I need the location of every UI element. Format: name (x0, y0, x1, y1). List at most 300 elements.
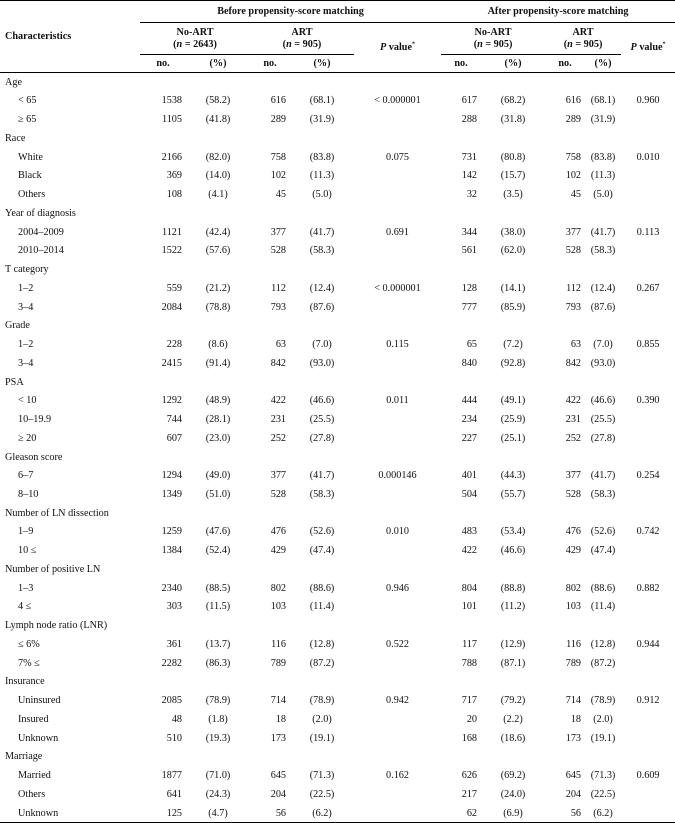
no-art-after-pct: (14.1) (500, 282, 526, 294)
no-art-before-count: 1522 (161, 245, 182, 257)
empty-cell (290, 672, 354, 691)
art-after-pct: (5.0) (593, 189, 613, 201)
art-before-count: 103 (270, 601, 286, 613)
empty-cell (621, 317, 675, 336)
empty-cell (140, 373, 186, 392)
no-art-before-count: 2085 (161, 694, 182, 706)
row-label: 2004–2009 (18, 226, 64, 238)
header-no-art-before (140, 23, 250, 55)
pvalue-before: 0.000146 (378, 470, 417, 482)
category-row (0, 672, 675, 691)
no-art-before-pct: (47.6) (205, 526, 231, 538)
empty-cell (481, 747, 545, 766)
no-art-before-count: 559 (166, 282, 182, 294)
no-art-before-count: 1877 (161, 769, 182, 781)
no-art-after-pct: (46.6) (500, 545, 526, 557)
pvalue-before (354, 485, 441, 504)
no-art-after-count: 288 (461, 114, 478, 126)
pvalue-after (621, 298, 675, 317)
art-before-pct: (46.6) (309, 395, 335, 407)
table-row (0, 597, 675, 616)
pvalue-after: 0.010 (636, 151, 660, 163)
category-row (0, 616, 675, 635)
no-art-before-count: 125 (140, 804, 186, 823)
no-art-after-count: 62 (441, 804, 481, 823)
pvalue-before: 0.946 (386, 582, 409, 594)
header-no: no. (250, 55, 290, 73)
pvalue-after: 0.742 (636, 526, 660, 538)
table-header (0, 1, 675, 73)
no-art-before-pct: (57.6) (205, 245, 231, 257)
art-before-pct: (22.5) (309, 788, 335, 800)
art-after-pct: (52.6) (590, 526, 616, 538)
pvalue-before (354, 167, 441, 186)
art-after-count: 173 (565, 732, 582, 744)
table-row (0, 710, 675, 729)
empty-cell (186, 260, 250, 279)
empty-cell (545, 616, 585, 635)
no-art-before-count: 510 (166, 732, 182, 744)
header-art-after-n: (n = 905) (563, 38, 603, 50)
row-label: Unknown (0, 804, 140, 823)
pvalue-before: 0.075 (386, 151, 409, 163)
art-after-count: 377 (565, 226, 582, 238)
empty-cell (290, 616, 354, 635)
no-art-after-count: 217 (461, 788, 478, 800)
no-art-after-count: 731 (461, 151, 478, 163)
empty-cell (585, 672, 621, 691)
art-after-count: 377 (565, 470, 582, 482)
art-before-pct: (5.0) (312, 189, 332, 201)
no-art-before-count: 1384 (161, 545, 182, 557)
art-before-count: 112 (271, 282, 286, 294)
no-art-after-count: 20 (466, 713, 478, 725)
no-art-after-count: 504 (461, 489, 478, 500)
no-art-after-pct: (25.9) (500, 414, 526, 426)
pvalue-before (354, 185, 441, 204)
no-art-before-pct: (51.0) (205, 489, 231, 500)
art-before-pct: (93.0) (309, 357, 335, 369)
row-label: 1–2 (18, 339, 34, 351)
empty-cell (441, 204, 481, 223)
art-before-count: 18 (275, 713, 286, 725)
no-art-after-count: 617 (461, 95, 478, 107)
empty-cell (250, 204, 290, 223)
header-pct: (%) (585, 55, 621, 73)
art-after-pct: (41.7) (590, 470, 616, 482)
no-art-after-pct: (15.7) (500, 170, 526, 182)
art-before-count: 204 (270, 788, 286, 800)
art-after-pct: (25.5) (590, 414, 616, 426)
no-art-before-pct: (13.7) (205, 638, 231, 650)
row-label: Unknown (18, 732, 59, 744)
art-before-count: 45 (275, 189, 286, 201)
category-label: T category (5, 264, 49, 276)
pvalue-before (354, 410, 441, 429)
empty-cell (585, 73, 621, 92)
art-after-count: 714 (565, 694, 582, 706)
no-art-after-pct: (3.5) (503, 189, 523, 201)
empty-cell (354, 504, 441, 523)
no-art-before-count: 228 (166, 339, 182, 351)
no-art-after-count: 483 (461, 526, 478, 538)
category-label: Lymph node ratio (LNR) (5, 620, 108, 632)
empty-cell (140, 504, 186, 523)
table-row (0, 223, 675, 242)
empty-cell (621, 448, 675, 467)
pvalue-after (621, 597, 675, 616)
no-art-before-count: 607 (166, 432, 182, 444)
art-before-pct: (2.0) (312, 713, 332, 725)
pvalue-after: 0.960 (636, 95, 660, 107)
header-art-after-label: ART (572, 26, 594, 38)
empty-cell (354, 448, 441, 467)
art-after-pct: (88.6) (590, 582, 616, 594)
art-after-count: 842 (565, 357, 582, 369)
category-label: Number of LN dissection (5, 507, 109, 519)
empty-cell (354, 616, 441, 635)
row-label: Uninsured (18, 694, 61, 706)
empty-cell (621, 747, 675, 766)
art-before-count: 102 (270, 170, 286, 182)
pvalue-before (354, 785, 441, 804)
pvalue-before (354, 298, 441, 317)
no-art-before-pct: (14.0) (205, 170, 231, 182)
category-row (0, 560, 675, 579)
header-no: no. (441, 55, 481, 73)
empty-cell (250, 448, 290, 467)
no-art-after-pct: (18.6) (500, 732, 526, 744)
art-after-pct: (27.8) (590, 432, 616, 444)
no-art-before-count: 2340 (161, 582, 182, 594)
row-label: 10–19.9 (18, 414, 52, 426)
empty-cell (481, 73, 545, 92)
empty-cell (354, 560, 441, 579)
empty-cell (140, 260, 186, 279)
pvalue-after: 0.855 (636, 339, 660, 351)
empty-cell (290, 448, 354, 467)
header-no-art-before-label: No-ART (176, 26, 214, 38)
empty-cell (140, 129, 186, 148)
art-before-count: 377 (270, 470, 286, 482)
pvalue-after (621, 710, 675, 729)
pvalue-before: 0.162 (386, 769, 409, 781)
header-no-art-before-n: (n = 2643) (173, 38, 217, 50)
header-art-after (545, 23, 621, 55)
art-before-count: 714 (270, 694, 286, 706)
table-row (0, 110, 675, 129)
empty-cell (250, 672, 290, 691)
category-label: PSA (5, 376, 24, 388)
empty-cell (250, 260, 290, 279)
art-before-count: 429 (270, 545, 286, 557)
no-art-before-count: 2282 (161, 657, 182, 669)
category-label: Race (5, 132, 26, 144)
art-after-pct: (71.3) (590, 769, 616, 781)
art-after-pct: (12.8) (590, 638, 616, 650)
art-after-count: 758 (565, 151, 582, 163)
art-after-pct: (11.3) (590, 170, 616, 182)
no-art-after-pct: (7.2) (503, 339, 523, 351)
table-row (0, 242, 675, 261)
pvalue-before (354, 429, 441, 448)
art-before-pct: (12.4) (309, 282, 335, 294)
row-label: 3–4 (18, 357, 34, 369)
art-after-pct: (68.1) (590, 95, 616, 107)
no-art-before-pct: (11.5) (205, 601, 231, 613)
art-after-count: 476 (565, 526, 582, 538)
empty-cell (481, 560, 545, 579)
no-art-after-count: 777 (461, 301, 478, 313)
empty-cell (585, 448, 621, 467)
table-row (0, 429, 675, 448)
pvalue-before: < 0.000001 (374, 95, 421, 107)
no-art-after-pct: (62.0) (500, 245, 526, 257)
empty-cell (290, 747, 354, 766)
header-characteristics: Characteristics (0, 1, 140, 73)
no-art-before-pct: (71.0) (205, 769, 231, 781)
table-row (0, 691, 675, 710)
art-before-pct: (11.3) (309, 170, 335, 182)
header-pvalue-before: P value* (354, 23, 441, 73)
art-after-count: 528 (565, 489, 582, 500)
pvalue-before: < 0.000001 (374, 282, 421, 294)
header-no-art-after (441, 23, 545, 55)
art-before-count: 476 (270, 526, 286, 538)
no-art-after-pct: (88.8) (500, 582, 526, 594)
row-label: Others (18, 788, 46, 800)
pvalue-before (354, 541, 441, 560)
empty-cell (250, 747, 290, 766)
art-after-pct: (12.4) (590, 282, 616, 294)
pvalue-before (354, 354, 441, 373)
empty-cell (186, 560, 250, 579)
table-row (0, 410, 675, 429)
pvalue-after (621, 242, 675, 261)
art-after-pct: (83.8) (590, 151, 616, 163)
empty-cell (621, 504, 675, 523)
empty-cell (585, 747, 621, 766)
no-art-before-count: 641 (166, 788, 182, 800)
header-art-before (250, 23, 354, 55)
empty-cell (621, 373, 675, 392)
empty-cell (186, 672, 250, 691)
empty-cell (186, 73, 250, 92)
pvalue-before: 0.011 (386, 395, 409, 407)
row-label: 3–4 (18, 301, 34, 313)
art-after-pct: (7.0) (593, 339, 613, 351)
no-art-before-pct: (82.0) (205, 151, 231, 163)
pvalue-after (621, 654, 675, 673)
no-art-after-pct: (55.7) (500, 489, 526, 500)
empty-cell (545, 747, 585, 766)
table-row (0, 354, 675, 373)
pvalue-after (621, 167, 675, 186)
empty-cell (441, 747, 481, 766)
art-after-count: 116 (566, 638, 582, 650)
pvalue-before: 0.115 (386, 339, 409, 351)
row-label: 1–9 (18, 526, 34, 538)
no-art-after-count: 788 (461, 657, 478, 669)
art-after-pct: (41.7) (590, 226, 616, 238)
empty-cell (441, 73, 481, 92)
empty-cell (140, 616, 186, 635)
empty-cell (354, 129, 441, 148)
pvalue-before (354, 804, 441, 823)
table-row (0, 579, 675, 598)
category-label: Year of diagnosis (5, 207, 76, 219)
empty-cell (140, 317, 186, 336)
no-art-after-pct: (53.4) (500, 526, 526, 538)
empty-cell (354, 73, 441, 92)
empty-cell (250, 616, 290, 635)
art-before-count: 802 (270, 582, 286, 594)
art-before-count: 377 (270, 226, 286, 238)
art-after-pct: (22.5) (590, 788, 616, 800)
no-art-after-pct: (49.1) (500, 395, 526, 407)
pvalue-after (621, 110, 675, 129)
category-label: Number of positive LN (5, 563, 101, 575)
row-label: White (18, 151, 43, 163)
empty-cell (250, 560, 290, 579)
art-before-count: 528 (270, 245, 286, 257)
pvalue-before (354, 597, 441, 616)
empty-cell (585, 317, 621, 336)
category-row (0, 129, 675, 148)
table-row (0, 766, 675, 785)
art-before-pct: (47.4) (309, 545, 335, 557)
art-before-pct: (58.3) (309, 245, 335, 257)
art-before-count: 758 (270, 151, 286, 163)
art-before-count: 56 (250, 804, 290, 823)
no-art-after-pct: (68.2) (500, 95, 526, 107)
no-art-before-pct: (78.9) (205, 694, 231, 706)
no-art-before-count: 1259 (161, 526, 182, 538)
art-after-count: 802 (565, 582, 582, 594)
no-art-before-pct: (58.2) (205, 95, 231, 107)
no-art-after-pct: (2.2) (503, 713, 523, 725)
empty-cell (441, 373, 481, 392)
art-after-pct: (58.3) (590, 489, 616, 500)
empty-cell (441, 317, 481, 336)
header-no: no. (140, 55, 186, 73)
empty-cell (140, 448, 186, 467)
table-body (0, 73, 675, 823)
art-after-count: 252 (565, 432, 582, 444)
no-art-after-pct: (69.2) (500, 769, 526, 781)
art-before-count: 173 (270, 732, 286, 744)
no-art-after-count: 65 (466, 339, 478, 351)
art-after-pct: (87.2) (590, 657, 616, 669)
no-art-before-pct: (42.4) (205, 226, 231, 238)
no-art-before-pct: (4.7) (186, 804, 250, 823)
pvalue-after: 0.267 (636, 282, 660, 294)
art-after-count: 204 (565, 788, 582, 800)
empty-cell (290, 204, 354, 223)
art-after-pct: (78.9) (590, 694, 616, 706)
table-row (0, 335, 675, 354)
no-art-before-count: 1294 (161, 470, 182, 482)
no-art-after-pct: (44.3) (500, 470, 526, 482)
table-row (0, 148, 675, 167)
art-before-count: 63 (275, 339, 286, 351)
empty-cell (186, 373, 250, 392)
empty-cell (585, 373, 621, 392)
empty-cell (290, 504, 354, 523)
art-before-pct: (52.6) (309, 526, 335, 538)
header-no-art-after-label: No-ART (474, 26, 512, 38)
pvalue-before: 0.010 (386, 526, 409, 538)
empty-cell (481, 373, 545, 392)
no-art-before-pct: (1.8) (208, 713, 228, 725)
pvalue-after (621, 541, 675, 560)
no-art-before-pct: (48.9) (205, 395, 231, 407)
art-after-pct: (31.9) (590, 114, 616, 126)
art-before-pct: (78.9) (309, 694, 335, 706)
empty-cell (621, 672, 675, 691)
empty-cell (186, 504, 250, 523)
art-before-pct: (83.8) (309, 151, 335, 163)
no-art-before-pct: (19.3) (205, 732, 231, 744)
no-art-before-count: 1105 (162, 114, 182, 126)
no-art-after-pct: (85.9) (500, 301, 526, 313)
pvalue-before (354, 654, 441, 673)
no-art-after-pct: (24.0) (500, 788, 526, 800)
header-before-matching: Before propensity-score matching (140, 1, 441, 23)
row-label: 1–2 (18, 282, 34, 294)
no-art-before-pct: (91.4) (205, 357, 231, 369)
pvalue-before (354, 729, 441, 748)
empty-cell (481, 204, 545, 223)
table-row (0, 729, 675, 748)
no-art-after-pct: (12.9) (500, 638, 526, 650)
header-art-before-label: ART (291, 26, 313, 38)
no-art-before-pct: (21.2) (205, 282, 231, 294)
empty-cell (585, 260, 621, 279)
no-art-after-count: 142 (461, 170, 478, 182)
no-art-after-count: 128 (461, 282, 478, 294)
no-art-after-count: 717 (461, 694, 478, 706)
art-after-pct: (58.3) (590, 245, 616, 257)
row-label: 2010–2014 (18, 245, 64, 257)
empty-cell (545, 672, 585, 691)
art-after-count: 102 (565, 170, 582, 182)
empty-cell (621, 204, 675, 223)
empty-cell (290, 260, 354, 279)
no-art-after-pct: (79.2) (500, 694, 526, 706)
no-art-after-count: 401 (461, 470, 478, 482)
row-label: < 65 (18, 95, 37, 107)
empty-cell (441, 448, 481, 467)
empty-cell (354, 260, 441, 279)
pvalue-before: 0.522 (386, 638, 409, 650)
pvalue-before: 0.942 (386, 694, 409, 706)
no-art-after-pct: (38.0) (500, 226, 526, 238)
art-after-pct: (87.6) (590, 301, 616, 313)
pvalue-after: 0.912 (636, 694, 660, 706)
empty-cell (186, 747, 250, 766)
empty-cell (621, 73, 675, 92)
art-before-count: 842 (270, 357, 286, 369)
no-art-after-pct: (31.8) (500, 114, 526, 126)
art-before-count: 645 (270, 769, 286, 781)
pvalue-after: 0.254 (636, 470, 660, 482)
empty-cell (354, 317, 441, 336)
no-art-after-count: 344 (461, 226, 478, 238)
empty-cell (621, 616, 675, 635)
no-art-before-count: 1121 (162, 226, 182, 238)
no-art-before-count: 108 (166, 189, 182, 201)
